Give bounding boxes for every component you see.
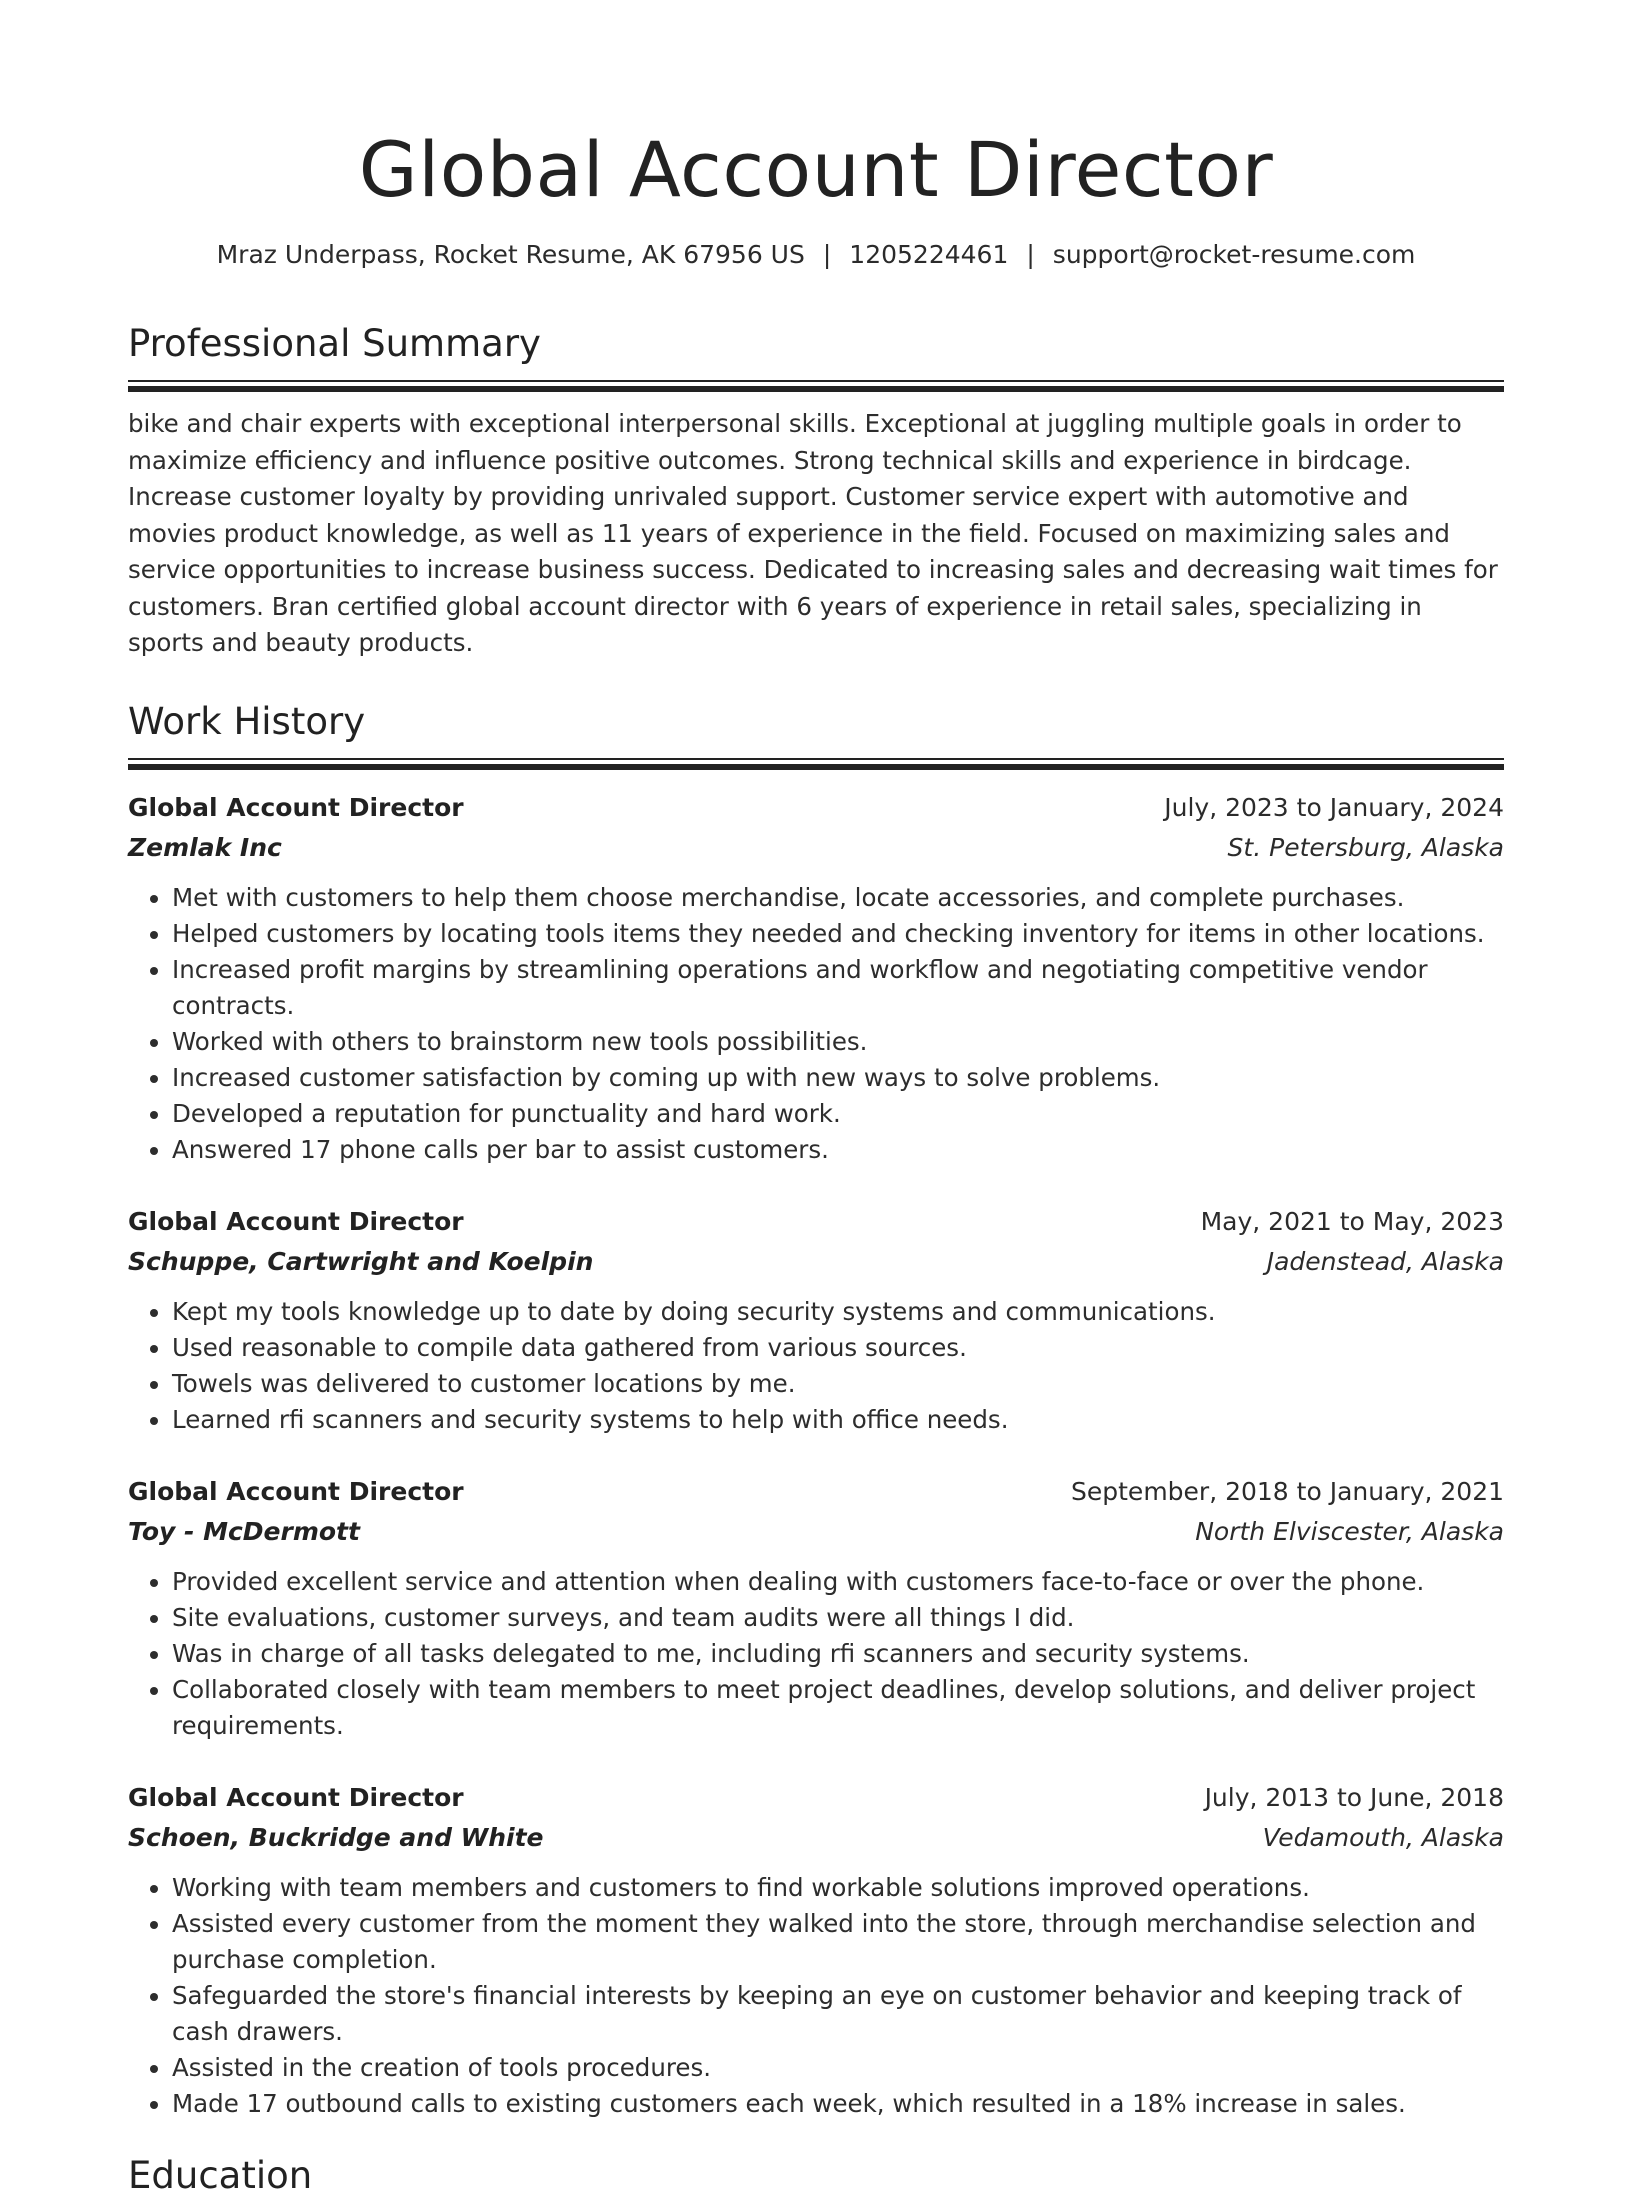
job-bullets — [128, 1294, 1504, 1438]
section-title-summary: Professional Summary — [128, 322, 541, 365]
resume-name: Global Account Director — [358, 125, 1274, 214]
education-section — [128, 2152, 1504, 2200]
job-header-row — [128, 1778, 1504, 1818]
job-location: St. Petersburg, Alaska — [1227, 832, 1504, 862]
job-bullet: • Helped customers by locating tools items they needed and checking inventory for items in other locations. — [172, 916, 1504, 952]
contact-phone: 1205224461 — [849, 240, 1009, 269]
job-location: North Elviscester, Alaska — [1195, 1516, 1504, 1546]
job-bullet: • Assisted in the creation of tools procedures. — [172, 2050, 1504, 2086]
job-header-row — [128, 1202, 1504, 1242]
job-company-row — [128, 1242, 1504, 1282]
job-bullet: • Kept my tools knowledge up to date by doing security systems and communications. — [172, 1294, 1504, 1330]
job-bullet: • Towels was delivered to customer locations by me. — [172, 1366, 1504, 1402]
job-bullet: • Collaborated closely with team members to meet project deadlines, develop solutions, and deliver project requirements. — [172, 1672, 1504, 1744]
job-bullet: • Safeguarded the store's financial interests by keeping an eye on customer behavior and keeping track of cash drawers. — [172, 1978, 1504, 2050]
job-company: Schuppe, Cartwright and Koelpin — [128, 1246, 594, 1276]
job-bullet: • Met with customers to help them choose merchandise, locate accessories, and complete purchases. — [172, 880, 1504, 916]
job-company-row — [128, 1512, 1504, 1552]
job-company: Schoen, Buckridge and White — [128, 1822, 544, 1852]
job-dates: July, 2023 to January, 2024 — [1164, 792, 1504, 822]
job-bullets — [128, 880, 1504, 1168]
job-bullet: • Learned rfi scanners and security systems to help with office needs. — [172, 1402, 1504, 1438]
job-title: Global Account Director — [128, 792, 464, 822]
job-location: Vedamouth, Alaska — [1262, 1822, 1504, 1852]
resume-page — [128, 0, 1504, 2200]
contact-separator: | — [822, 240, 832, 269]
job-title: Global Account Director — [128, 1476, 464, 1506]
job-bullet: • Worked with others to brainstorm new tools possibilities. — [172, 1024, 1504, 1060]
section-divider — [128, 380, 1504, 392]
job-bullet: • Was in charge of all tasks delegated to me, including rfi scanners and security systems. — [172, 1636, 1504, 1672]
job-title: Global Account Director — [128, 1782, 464, 1812]
job-company: Zemlak Inc — [128, 832, 282, 862]
job-entry — [128, 788, 1504, 1168]
job-company-row — [128, 1818, 1504, 1858]
job-location: Jadenstead, Alaska — [1266, 1246, 1504, 1276]
job-dates: September, 2018 to January, 2021 — [1071, 1476, 1504, 1506]
job-bullet: • Answered 17 phone calls per bar to assist customers. — [172, 1132, 1504, 1168]
job-header-row — [128, 1472, 1504, 1512]
job-dates: July, 2013 to June, 2018 — [1204, 1782, 1504, 1812]
job-bullet: • Site evaluations, customer surveys, and team audits were all things I did. — [172, 1600, 1504, 1636]
contact-email: support@rocket-resume.com — [1052, 240, 1416, 269]
job-bullet: • Increased profit margins by streamlining operations and workflow and negotiating competitive vendor contracts. — [172, 952, 1504, 1024]
job-company-row — [128, 828, 1504, 868]
job-title: Global Account Director — [128, 1206, 464, 1236]
job-dates: May, 2021 to May, 2023 — [1200, 1206, 1504, 1236]
contact-separator: | — [1026, 240, 1035, 269]
job-bullet: • Developed a reputation for punctuality and hard work. — [172, 1096, 1504, 1132]
section-title-work-history: Work History — [128, 699, 366, 743]
job-bullet: • Used reasonable to compile data gathered from various sources. — [172, 1330, 1504, 1366]
job-entry — [128, 1472, 1504, 1744]
summary-section — [128, 320, 1504, 662]
job-bullet: • Working with team members and customers to find workable solutions improved operations. — [172, 1870, 1504, 1906]
section-title-education: Education — [128, 2153, 313, 2197]
job-entry — [128, 1778, 1504, 2122]
job-bullet: • Increased customer satisfaction by coming up with new ways to solve problems. — [172, 1060, 1504, 1096]
job-bullet: • Provided excellent service and attention when dealing with customers face-to-face or over the phone. — [172, 1564, 1504, 1600]
job-bullet: • Made 17 outbound calls to existing customers each week, which resulted in a 18% increase in sales. — [172, 2086, 1504, 2122]
job-bullets — [128, 1870, 1504, 2122]
work-history-section — [128, 698, 1504, 2122]
contact-line — [128, 238, 1504, 272]
job-header-row — [128, 788, 1504, 828]
job-bullets — [128, 1564, 1504, 1744]
job-entry — [128, 1202, 1504, 1438]
section-divider — [128, 758, 1504, 770]
summary-text: bike and chair experts with exceptional interpersonal skills. Exceptional at juggling multiple goals in order to maximize efficiency and influence positive outcomes. Strong technical skills and experience in birdcage. Increase customer loyalty by providing unrivaled support. Customer service expert with automotive and movies product knowledge, as well as 11 years of experience in the field. Focused on maximizing sales and service opportunities to increase business success. Dedicated to increasing sales and decreasing wait times for customers. Bran certified global account director with 6 years of experience in retail sales, specializing in sports and beauty products. — [128, 409, 1498, 657]
job-company: Toy - McDermott — [128, 1516, 360, 1546]
contact-address: Mraz Underpass, Rocket Resume, AK 67956 US — [216, 240, 805, 269]
job-bullet: • Assisted every customer from the moment they walked into the store, through merchandise selection and purchase completion. — [172, 1906, 1504, 1978]
